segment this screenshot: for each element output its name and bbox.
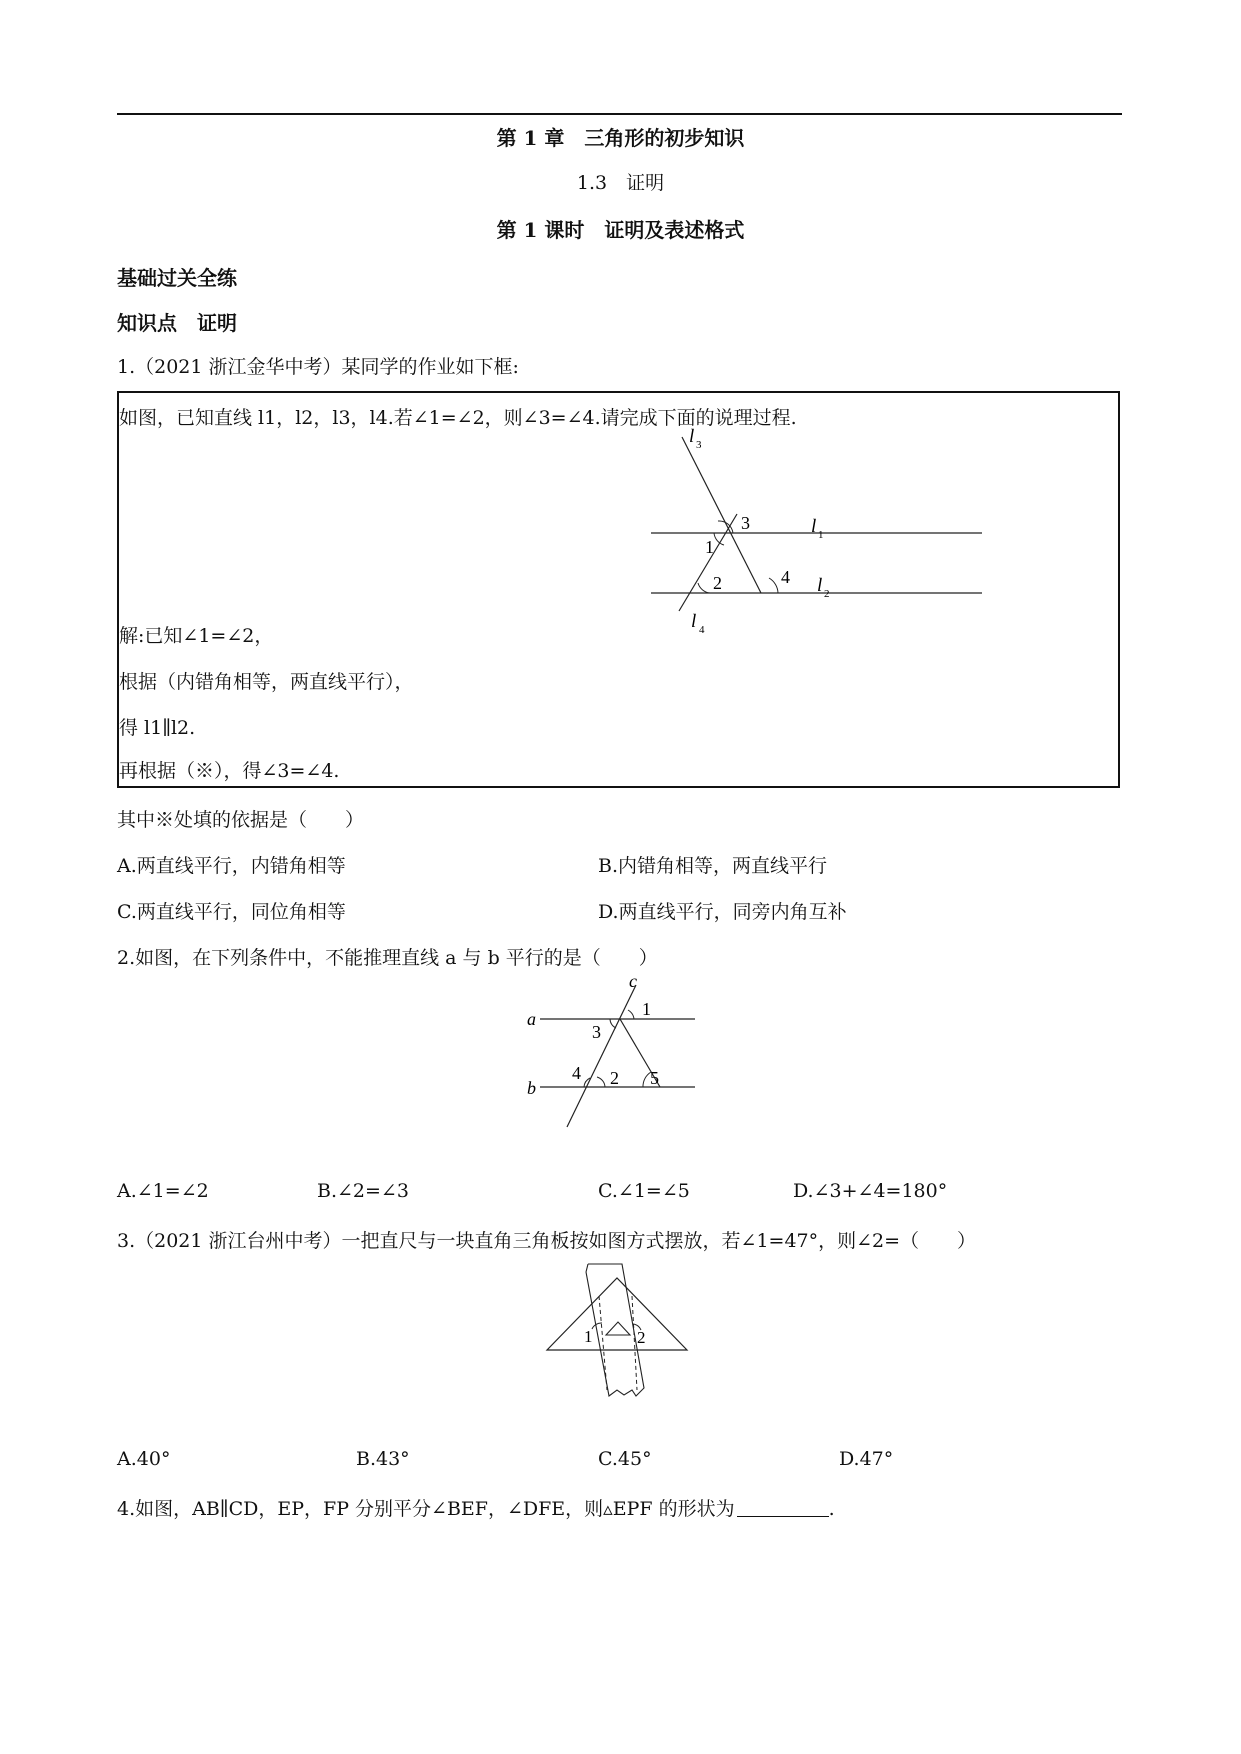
q1-homework-box	[117, 391, 1120, 788]
label-l2: l	[817, 575, 823, 596]
q1-question: 其中※处填的依据是（ ）	[117, 809, 365, 831]
q1-figure	[519, 426, 849, 636]
label-angle-3: 3	[741, 513, 750, 533]
label-l1: l	[811, 516, 817, 537]
q1-stem: 1.（2021 浙江金华中考）某同学的作业如下框:	[117, 356, 519, 378]
q4-line	[117, 1494, 835, 1521]
q2-option-b[interactable]: B.∠2=∠3	[317, 1180, 409, 1202]
q4-answer-blank[interactable]	[737, 1498, 829, 1517]
label-angle-5: 5	[650, 1068, 659, 1088]
label-angle-4: 4	[572, 1063, 581, 1083]
q1-solution-line-4: 再根据（※），得∠3=∠4.	[119, 760, 340, 782]
q3-option-c[interactable]: C.45°	[598, 1448, 652, 1470]
q1-solution-line-2: 根据（内错角相等，两直线平行），	[119, 671, 414, 693]
label-c: c	[629, 971, 637, 991]
lesson-title: 第 1 课时 证明及表述格式	[496, 218, 745, 242]
arc-angle-1	[628, 1010, 634, 1019]
arc-angle-3	[718, 521, 733, 533]
q2-figure	[520, 971, 720, 1135]
label-angle-2: 2	[713, 573, 722, 593]
arc-angle-2	[597, 1077, 605, 1087]
line-c	[567, 985, 636, 1127]
q1-solution-line-3: 得 l1∥l2.	[119, 717, 196, 739]
q1-option-a[interactable]: A.两直线平行，内错角相等	[117, 855, 346, 877]
arc-angle-4	[769, 578, 778, 593]
svg-text:1: 1	[818, 529, 824, 541]
q4-end: .	[828, 1498, 835, 1520]
svg-text:3: 3	[696, 439, 702, 451]
ruler	[586, 1264, 644, 1396]
q1-box-intro: 如图，已知直线 l1，l2，l3，l4.若∠1=∠2，则∠3=∠4.请完成下面的说理过程.	[119, 407, 797, 429]
q2-option-a[interactable]: A.∠1=∠2	[117, 1180, 209, 1202]
chapter-title: 第 1 章 三角形的初步知识	[496, 126, 745, 150]
label-a: a	[527, 1009, 536, 1029]
label-angle-3: 3	[592, 1022, 601, 1042]
q2-option-d[interactable]: D.∠3+∠4=180°	[793, 1180, 948, 1202]
q4-stem: 4.如图，AB∥CD，EP，FP 分别平分∠BEF，∠DFE，则▵EPF 的形状为	[117, 1498, 735, 1520]
q3-option-a[interactable]: A.40°	[117, 1448, 171, 1470]
label-angle-2: 2	[610, 1068, 619, 1088]
label-angle-1: 1	[642, 999, 651, 1019]
label-angle-4: 4	[781, 567, 790, 587]
q3-figure	[540, 1258, 700, 1408]
label-angle-1: 1	[705, 537, 714, 557]
q1-solution-line-1: 解:已知∠1=∠2，	[119, 625, 274, 647]
svg-text:2: 2	[824, 588, 830, 600]
label-l3: l	[689, 426, 695, 447]
q3-option-b[interactable]: B.43°	[356, 1448, 410, 1470]
q1-option-c[interactable]: C.两直线平行，同位角相等	[117, 901, 346, 923]
q1-option-d[interactable]: D.两直线平行，同旁内角互补	[598, 901, 847, 923]
line-l4	[679, 514, 737, 611]
section-title: 1.3 证明	[576, 172, 665, 194]
q3-option-d[interactable]: D.47°	[839, 1448, 894, 1470]
label-angle-2: 2	[637, 1328, 646, 1347]
top-rule	[117, 113, 1122, 115]
arc-angle-2	[698, 583, 710, 593]
practice-heading: 基础过关全练	[117, 266, 237, 290]
q3-stem: 3.（2021 浙江台州中考）一把直尺与一块直角三角板按如图方式摆放，若∠1=47°，则∠2=（ ）	[117, 1230, 977, 1252]
svg-text:4: 4	[699, 624, 705, 636]
label-l4: l	[691, 611, 697, 632]
q2-option-c[interactable]: C.∠1=∠5	[598, 1180, 690, 1202]
label-b: b	[527, 1078, 536, 1098]
knowledge-point-heading: 知识点 证明	[117, 311, 237, 335]
q2-stem: 2.如图，在下列条件中，不能推理直线 a 与 b 平行的是（ ）	[117, 947, 658, 969]
q1-option-b[interactable]: B.内错角相等，两直线平行	[598, 855, 828, 877]
label-angle-1: 1	[584, 1327, 593, 1346]
